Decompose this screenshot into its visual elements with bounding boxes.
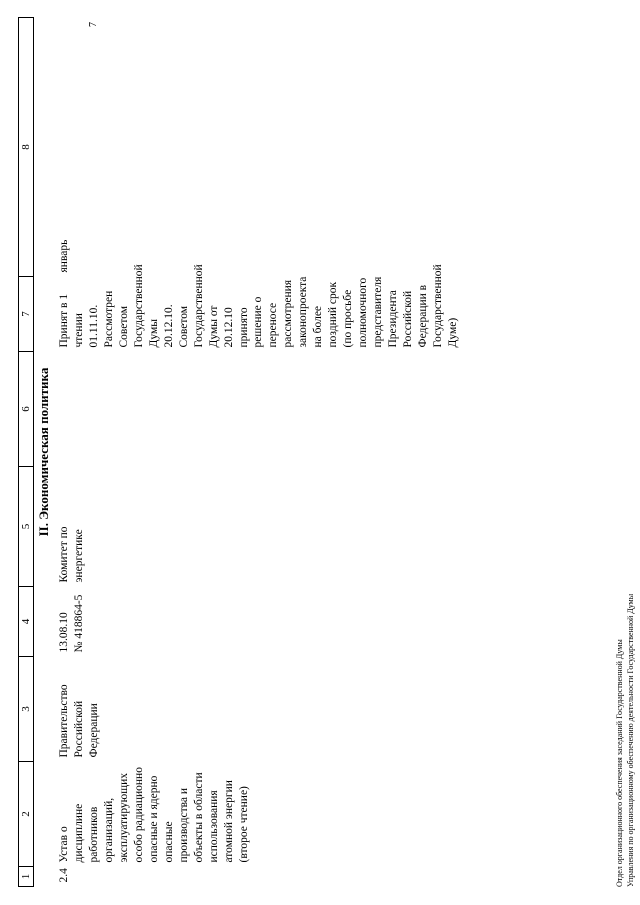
column-header: 3	[19, 657, 34, 762]
page-footer	[615, 594, 636, 887]
column-header: 1	[19, 867, 34, 887]
bill-date: 13.08.10	[58, 612, 71, 653]
section-row	[34, 18, 57, 887]
footer-line: Управления по организационному обеспечению деятельности Государственной Думы	[625, 593, 635, 887]
column-header: 8	[19, 18, 34, 277]
page-number: 7	[88, 22, 99, 27]
bill-author: Правительство Российской Федерации	[58, 684, 101, 758]
table-header-row	[19, 18, 34, 887]
bill-number: № 418864-5	[73, 594, 86, 653]
bill-registration	[56, 587, 635, 657]
column-header: 4	[19, 587, 34, 657]
column-header: 6	[19, 352, 34, 467]
section-title: II. Экономическая политика	[36, 367, 52, 537]
column-header: 2	[19, 762, 34, 867]
bill-title: Устав о дисциплине работников организаций, эксплуатирующих особо радиационно опасные и ядерно опасные производства и объекты в области использования атомной энергии (второе чтение)	[58, 767, 250, 863]
bill-status: Принят в 1 чтении 01.11.10. Рассмотрен Советом Государственной Думы 20.12.10. Советом Государственной Думы от 20.12.10 принято решение о переносе рассмотрения законопроекта на более поздний срок (по просьбе полномочного представителя Президента Российской Федерации в Государственной Думе)	[58, 264, 459, 348]
column-header: 5	[19, 467, 34, 587]
column-header: 7	[19, 277, 34, 352]
responsible-committee: Комитет по энергетике	[58, 526, 86, 583]
legislation-table	[18, 17, 638, 887]
column-6-cell	[56, 352, 635, 467]
table-row	[56, 18, 635, 887]
row-number: 2.4	[58, 868, 71, 883]
footer-line: Отдел организационного обеспечения заседаний Государственной Думы	[615, 639, 625, 887]
planned-month: январь	[58, 239, 71, 273]
